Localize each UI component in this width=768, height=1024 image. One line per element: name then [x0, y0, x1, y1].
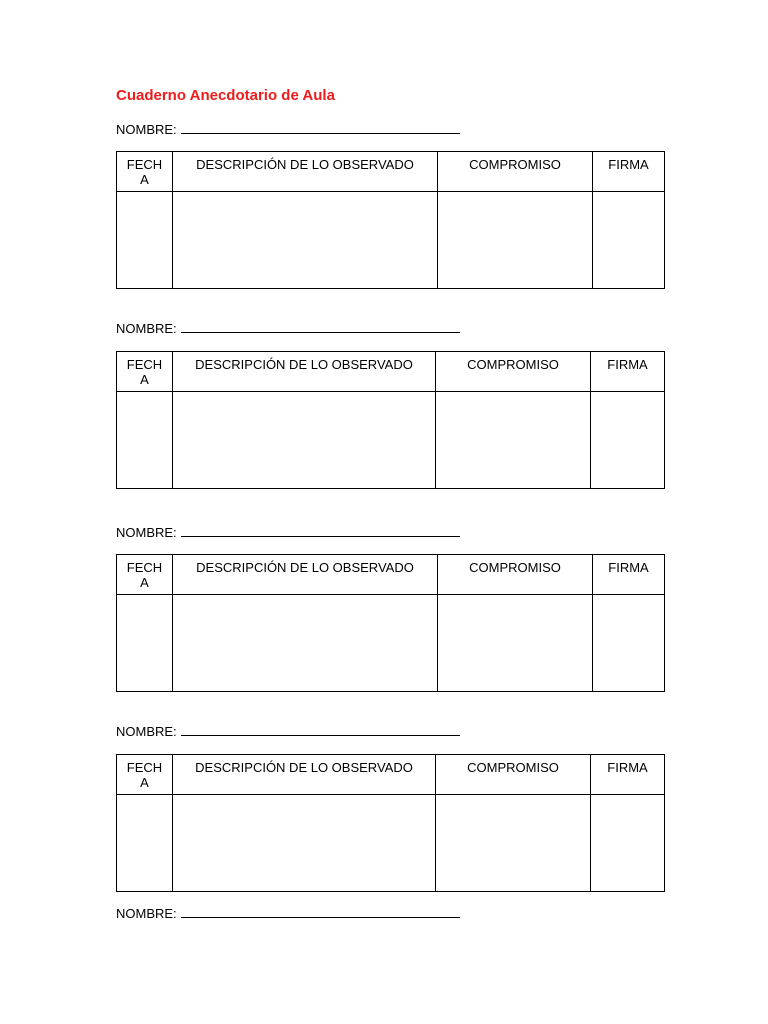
header-firma: FIRMA	[593, 555, 665, 595]
table-header-row	[117, 152, 665, 192]
cell-descripcion[interactable]	[173, 192, 438, 289]
nombre-blank-line[interactable]	[181, 905, 460, 918]
header-compromiso: COMPROMISO	[436, 352, 591, 392]
nombre-field-4	[116, 723, 460, 740]
nombre-label: NOMBRE:	[116, 906, 177, 921]
table-row	[117, 595, 665, 692]
cell-compromiso[interactable]	[438, 192, 593, 289]
cell-compromiso[interactable]	[436, 392, 591, 489]
nombre-field-5	[116, 905, 460, 922]
nombre-field-1	[116, 121, 460, 138]
cell-fecha[interactable]	[117, 192, 173, 289]
cell-fecha[interactable]	[117, 595, 173, 692]
table-header-row	[117, 755, 665, 795]
header-fecha: FECHA	[117, 755, 173, 795]
header-compromiso: COMPROMISO	[436, 755, 591, 795]
nombre-label: NOMBRE:	[116, 122, 177, 137]
nombre-blank-line[interactable]	[181, 524, 460, 537]
header-firma: FIRMA	[591, 352, 665, 392]
nombre-label: NOMBRE:	[116, 321, 177, 336]
cell-fecha[interactable]	[117, 392, 173, 489]
nombre-field-2	[116, 320, 460, 337]
cell-firma[interactable]	[591, 795, 665, 892]
table-row	[117, 795, 665, 892]
cell-compromiso[interactable]	[436, 795, 591, 892]
nombre-blank-line[interactable]	[181, 121, 460, 134]
nombre-label: NOMBRE:	[116, 724, 177, 739]
anecdote-table-4	[116, 754, 665, 892]
cell-firma[interactable]	[591, 392, 665, 489]
cell-fecha[interactable]	[117, 795, 173, 892]
nombre-blank-line[interactable]	[181, 320, 460, 333]
header-descripcion: DESCRIPCIÓN DE LO OBSERVADO	[173, 555, 438, 595]
header-firma: FIRMA	[591, 755, 665, 795]
header-descripcion: DESCRIPCIÓN DE LO OBSERVADO	[173, 152, 438, 192]
header-firma: FIRMA	[593, 152, 665, 192]
header-compromiso: COMPROMISO	[438, 555, 593, 595]
header-compromiso: COMPROMISO	[438, 152, 593, 192]
cell-firma[interactable]	[593, 192, 665, 289]
header-fecha: FECHA	[117, 352, 173, 392]
anecdote-table-3	[116, 554, 665, 692]
header-descripcion: DESCRIPCIÓN DE LO OBSERVADO	[173, 352, 436, 392]
table-header-row	[117, 555, 665, 595]
nombre-blank-line[interactable]	[181, 723, 460, 736]
header-fecha: FECHA	[117, 555, 173, 595]
header-descripcion: DESCRIPCIÓN DE LO OBSERVADO	[173, 755, 436, 795]
header-fecha: FECHA	[117, 152, 173, 192]
anecdote-table-1	[116, 151, 665, 289]
cell-descripcion[interactable]	[173, 392, 436, 489]
nombre-label: NOMBRE:	[116, 525, 177, 540]
cell-descripcion[interactable]	[173, 595, 438, 692]
table-row	[117, 192, 665, 289]
nombre-field-3	[116, 524, 460, 541]
cell-firma[interactable]	[593, 595, 665, 692]
page-title: Cuaderno Anecdotario de Aula	[116, 87, 335, 104]
cell-descripcion[interactable]	[173, 795, 436, 892]
anecdote-table-2	[116, 351, 665, 489]
cell-compromiso[interactable]	[438, 595, 593, 692]
table-row	[117, 392, 665, 489]
table-header-row	[117, 352, 665, 392]
